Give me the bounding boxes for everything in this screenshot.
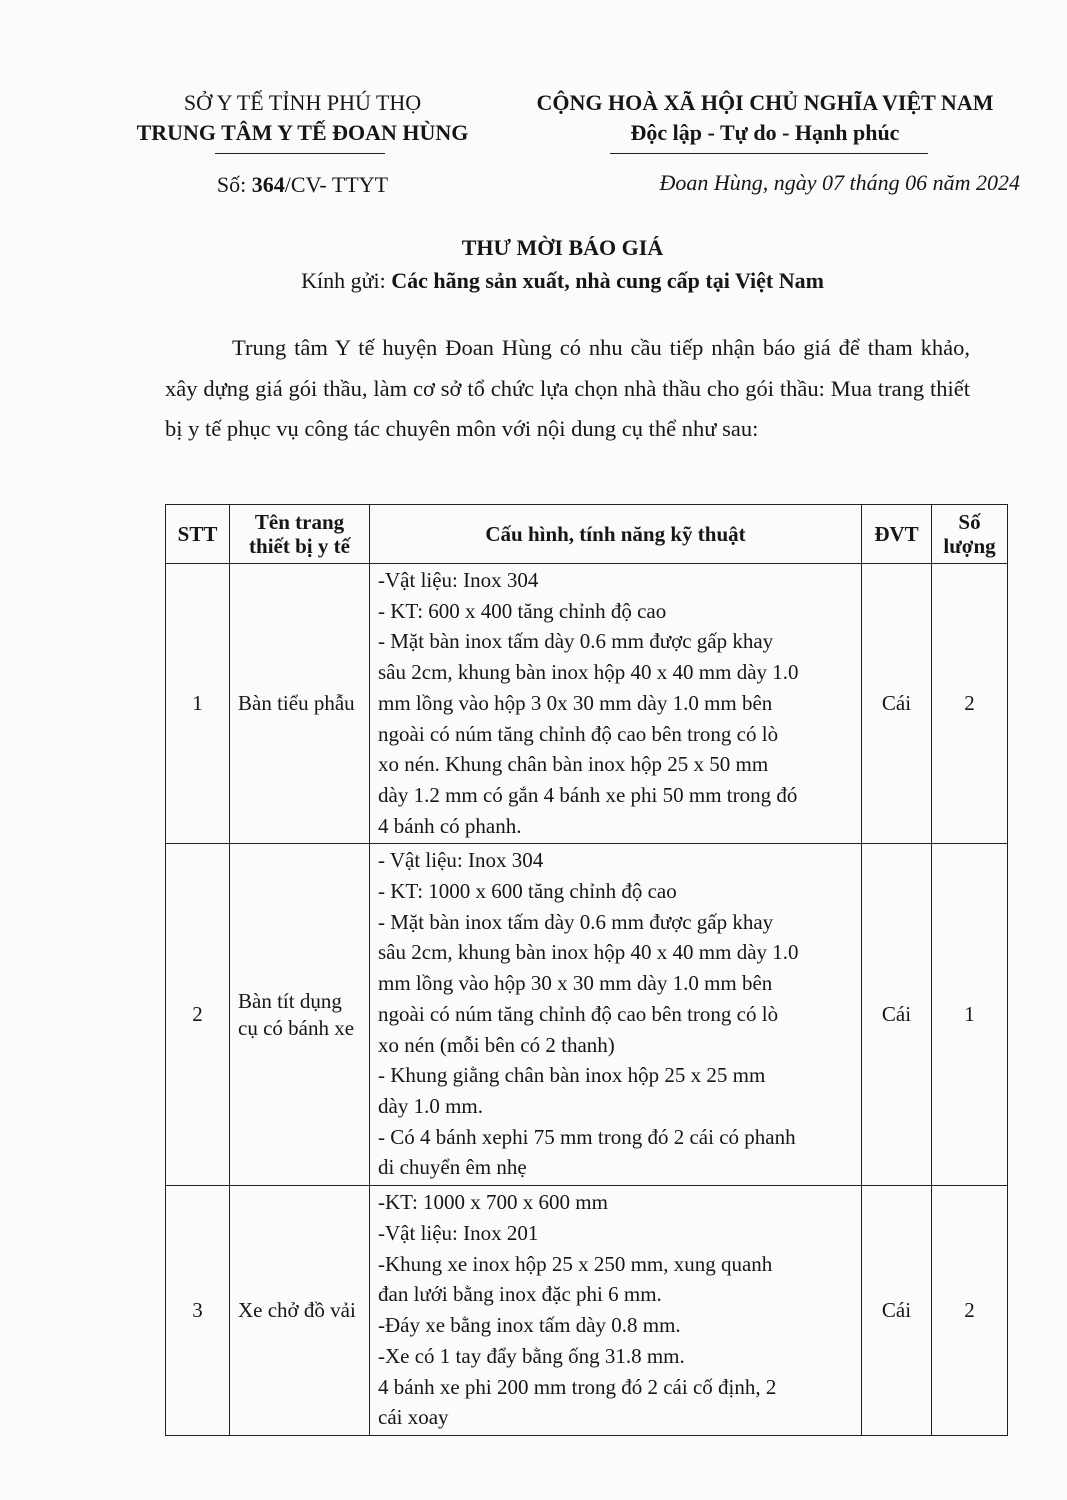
row-equipment-name: Bàn tiểu phẫu: [230, 564, 370, 844]
spec-line: -Vật liệu: Inox 201: [378, 1221, 539, 1246]
row-spec: [370, 564, 862, 844]
row-spec: [370, 1186, 862, 1436]
document-date: Đoan Hùng, ngày 07 tháng 06 năm 2024: [659, 170, 1020, 195]
table-row: [166, 844, 1008, 1186]
spec-line: - Mặt bàn inox tấm dày 0.6 mm được gấp khay: [378, 909, 774, 934]
row-quantity: 1: [932, 844, 1008, 1186]
spec-line: sâu 2cm, khung bàn inox hộp 40 x 40 mm dày 1.0: [378, 660, 799, 685]
row-unit: Cái: [862, 844, 932, 1186]
spec-line: dày 1.0 mm.: [378, 1093, 483, 1118]
spec-line: - Mặt bàn inox tấm dày 0.6 mm được gấp khay: [378, 629, 774, 654]
spec-line: -Đáy xe bằng inox tấm dày 0.8 mm.: [378, 1313, 681, 1338]
table-row: [166, 1186, 1008, 1436]
recipient-value: Các hãng sản xuất, nhà cung cấp tại Việt Nam: [391, 268, 824, 293]
row-stt: 3: [166, 1186, 230, 1436]
row-equipment-name: Xe chở đồ vải: [230, 1186, 370, 1436]
spec-line: ngoài có núm tăng chỉnh độ cao bên trong có lò: [378, 1001, 779, 1026]
row-quantity: 2: [932, 564, 1008, 844]
row-stt: 2: [166, 844, 230, 1186]
row-quantity: 2: [932, 1186, 1008, 1436]
recipient-label: Kính gửi:: [301, 268, 392, 293]
col-header-spec: Cấu hình, tính năng kỹ thuật: [370, 505, 862, 564]
center-name: TRUNG TÂM Y TẾ ĐOAN HÙNG: [136, 120, 469, 145]
spec-line: mm lồng vào hộp 3 0x 30 mm dày 1.0 mm bên: [378, 690, 773, 715]
spec-line: - Vật liệu: Inox 304: [378, 848, 544, 873]
row-equipment-name: Bàn tít dụng cụ có bánh xe: [230, 844, 370, 1186]
spec-line: di chuyển êm nhẹ: [378, 1155, 527, 1180]
spec-line: xo nén. Khung chân bàn inox hộp 25 x 50 mm: [378, 752, 769, 777]
spec-line: -KT: 1000 x 700 x 600 mm: [378, 1190, 608, 1215]
table-header-row: [166, 505, 1008, 564]
recipient-line: [0, 268, 1067, 294]
spec-line: - KT: 1000 x 600 tăng chỉnh độ cao: [378, 879, 677, 904]
spec-line: xo nén (mỗi bên có 2 thanh): [378, 1032, 615, 1057]
spec-line: đan lưới bằng inox đặc phi 6 mm.: [378, 1282, 662, 1307]
spec-line: sâu 2cm, khung bàn inox hộp 40 x 40 mm dày 1.0: [378, 940, 799, 965]
document-title: THƯ MỜI BÁO GIÁ: [461, 235, 664, 260]
row-stt: 1: [166, 564, 230, 844]
spec-line: 4 bánh có phanh.: [378, 813, 522, 838]
spec-line: dày 1.2 mm có gắn 4 bánh xe phi 50 mm trong đó: [378, 782, 798, 807]
motto: Độc lập - Tự do - Hạnh phúc: [630, 120, 900, 145]
intro-text: Trung tâm Y tế huyện Đoan Hùng có nhu cầu tiếp nhận báo giá để tham khảo, xây dựng giá gói thầu, làm cơ sở tổ chức lựa chọn nhà thầu cho gói thầu: Mua trang thiết bị y tế phục vụ công tác chuyên môn với nội dung cụ thể như sau:: [165, 335, 970, 441]
spec-line: mm lồng vào hộp 30 x 30 mm dày 1.0 mm bên: [378, 971, 773, 996]
document-number: [110, 172, 495, 198]
doc-number-suffix: /CV- TTYT: [284, 172, 389, 197]
col-header-unit: ĐVT: [862, 505, 932, 564]
intro-paragraph: [165, 328, 970, 450]
spec-line: -Xe có 1 tay đẩy bằng ống 31.8 mm.: [378, 1343, 685, 1368]
spec-line: cái xoay: [378, 1405, 449, 1430]
col-header-qty: Số lượng: [932, 505, 1008, 564]
spec-line: ngoài có núm tăng chỉnh độ cao bên trong có lò: [378, 721, 779, 746]
doc-number-prefix: Số:: [216, 172, 252, 197]
equipment-table: [165, 504, 1008, 1436]
spec-line: -Vật liệu: Inox 304: [378, 568, 539, 592]
row-unit: Cái: [862, 564, 932, 844]
row-spec: [370, 844, 862, 1186]
spec-line: - Khung giằng chân bàn inox hộp 25 x 25 mm: [378, 1063, 766, 1088]
col-header-name: Tên trang thiết bị y tế: [230, 505, 370, 564]
issuer-header: [110, 88, 495, 148]
motto-underline: [610, 153, 928, 154]
spec-line: 4 bánh xe phi 200 mm trong đó 2 cái cố định, 2: [378, 1374, 777, 1399]
national-header: [505, 88, 1025, 148]
department-name: SỞ Y TẾ TỈNH PHÚ THỌ: [183, 90, 422, 115]
spec-line: - Có 4 bánh xephi 75 mm trong đó 2 cái có phanh: [378, 1124, 796, 1149]
country-name: CỘNG HOÀ XÃ HỘI CHỦ NGHĨA VIỆT NAM: [536, 90, 994, 115]
table-row: [166, 564, 1008, 844]
row-unit: Cái: [862, 1186, 932, 1436]
doc-number-value: 364: [251, 172, 285, 197]
spec-line: -Khung xe inox hộp 25 x 250 mm, xung quanh: [378, 1251, 773, 1276]
spec-line: - KT: 600 x 400 tăng chỉnh độ cao: [378, 598, 667, 623]
issuer-underline: [215, 153, 385, 154]
col-header-stt: STT: [166, 505, 230, 564]
